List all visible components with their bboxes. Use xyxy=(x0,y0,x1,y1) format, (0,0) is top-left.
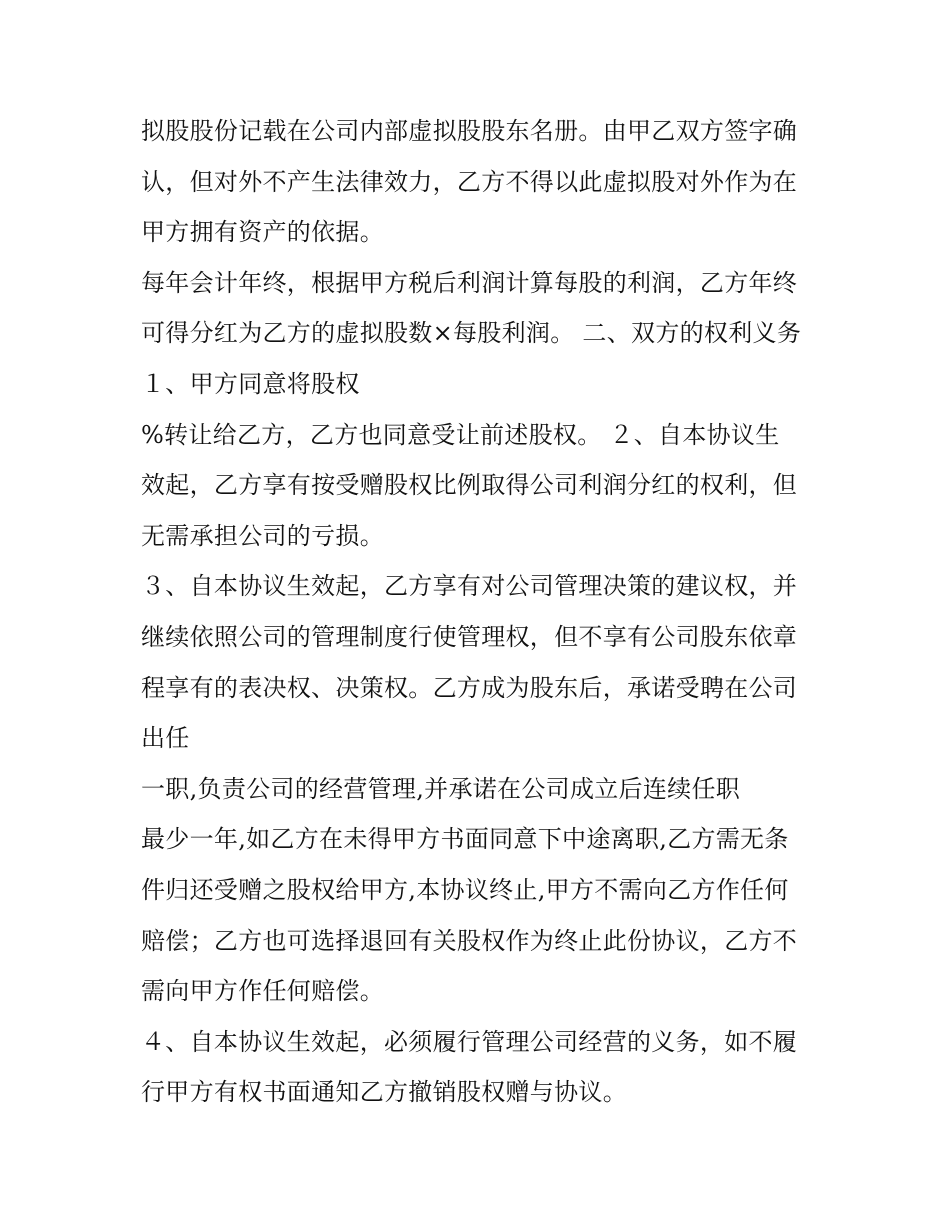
text-line: 赔偿；乙方也可选择退回有关股权作为终止此份协议，乙方不 xyxy=(141,926,798,955)
text-line: ３、自本协议生效起，乙方享有对公司管理决策的建议权，并 xyxy=(141,572,798,601)
text-line: 行甲方有权书面通知乙方撤销股权赠与协议。 xyxy=(141,1078,627,1107)
text-line: 每年会计年终，根据甲方税后利润计算每股的利润，乙方年终 xyxy=(141,268,798,297)
text-line: 需向甲方作任何赔偿。 xyxy=(141,977,384,1006)
text-line: %转让给乙方，乙方也同意受让前述股权。 ２、自本协议生 xyxy=(141,420,780,449)
text-line: ４、自本协议生效起，必须履行管理公司经营的义务，如不履 xyxy=(141,1027,798,1056)
text-line: 件归还受赠之股权给甲方,本协议终止,甲方不需向乙方作任何 xyxy=(141,875,789,904)
text-line: 继续依照公司的管理制度行使管理权，但不享有公司股东依章 xyxy=(141,622,798,651)
text-line: 一职,负责公司的经营管理,并承诺在公司成立后连续任职 xyxy=(141,774,741,803)
text-line: 可得分红为乙方的虚拟股数×每股利润。 二、双方的权利义务 xyxy=(141,319,802,348)
text-line: 认，但对外不产生法律效力，乙方不得以此虚拟股对外作为在 xyxy=(141,167,798,196)
text-line: 拟股股份记载在公司内部虚拟股股东名册。由甲乙双方签字确 xyxy=(141,117,798,145)
text-line: 无需承担公司的亏损。 xyxy=(141,521,384,550)
text-line: 甲方拥有资产的依据。 xyxy=(141,218,384,247)
text-line: 最少一年,如乙方在未得甲方书面同意下中途离职,乙方需无条 xyxy=(141,825,789,854)
text-line: １、甲方同意将股权 xyxy=(141,369,360,398)
text-line: 出任 xyxy=(141,724,190,753)
agreement-body-text xyxy=(141,106,831,1118)
text-line: 效起，乙方享有按受赠股权比例取得公司利润分红的权利，但 xyxy=(141,471,798,500)
text-line: 程享有的表决权、决策权。乙方成为股东后，承诺受聘在公司 xyxy=(141,673,798,702)
